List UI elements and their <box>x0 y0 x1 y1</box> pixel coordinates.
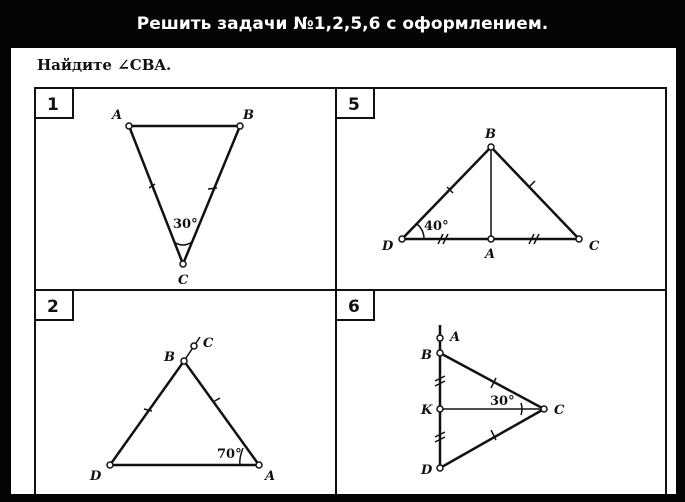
point-label-D: D <box>90 469 102 484</box>
problem-number-1: 1 <box>47 95 59 115</box>
angle-label: 30° <box>173 217 198 232</box>
problem-number-6: 6 <box>348 297 360 317</box>
problem-number-5: 5 <box>348 95 360 115</box>
worksheet <box>11 48 676 494</box>
point-label-B: B <box>164 350 175 365</box>
point-label-D: D <box>421 463 433 478</box>
point-label-D: D <box>382 239 394 254</box>
point-label-A: A <box>265 469 276 484</box>
angle-label: 70° <box>217 447 242 462</box>
problem-prompt: Найдите ∠CBA. <box>37 56 172 74</box>
point-label-C: C <box>589 239 600 254</box>
point-label-B: B <box>243 108 254 123</box>
point-label-B: B <box>485 127 496 142</box>
point-label-A: A <box>450 330 461 345</box>
point-label-A: A <box>112 108 123 123</box>
header-title: Решить задачи №1,2,5,6 с оформлением. <box>136 14 549 34</box>
figures-grid <box>11 48 676 494</box>
point-label-C: C <box>203 336 214 351</box>
angle-label: 30° <box>490 394 515 409</box>
point-label-A: A <box>485 247 496 262</box>
point-label-K: K <box>421 403 433 418</box>
figure-problem-1 <box>126 123 243 267</box>
page-header <box>0 0 685 48</box>
point-label-C: C <box>178 273 189 288</box>
angle-label: 40° <box>424 219 449 234</box>
point-label-B: B <box>421 348 432 363</box>
point-label-C: C <box>554 403 565 418</box>
problem-number-2: 2 <box>47 297 59 317</box>
